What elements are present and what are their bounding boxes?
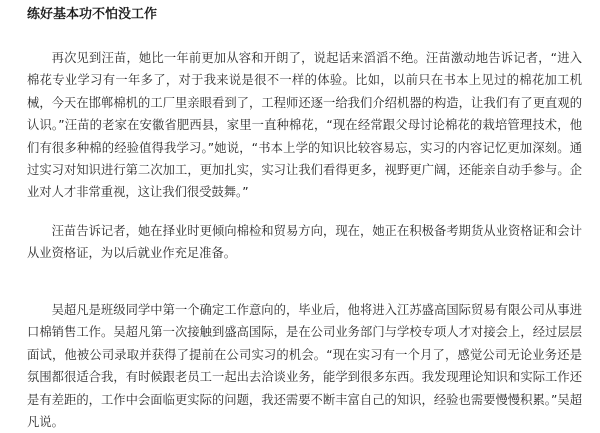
article-title: 练好基本功不怕没工作 [27,7,158,22]
article-paragraph-3: 吴超凡是班级同学中第一个确定工作意向的，毕业后，他将进入江苏盛高国际贸易有限公司从事进口棉销售工作。吴超凡第一次接触到盛高国际，是在公司业务部门与学校专项人才对接会上，经过层层面试，他被公司录取并获得了提前在公司实习的机会。“现在实习有一个月了，感觉公司无论业务还是氛围都很适合我，有时候跟老员工一起出去洽谈业务，能学到很多东西。我发现理论知识和实际工作还是有差距的，工作中会面临更实际的问题，我还需要不断丰富自己的知识，经验也需要慢慢积累。”吴超凡说。 [27,303,582,430]
article-paragraph-2: 汪苗告诉记者，她在择业时更倾向棉检和贸易方向，现在，她正在积极备考期货从业资格证和会计从业资格证，为以后就业作充足准备。 [27,224,582,261]
article-paragraph-1: 再次见到汪苗，她比一年前更加从容和开朗了，说起话来滔滔不绝。汪苗激动地告诉记者，“进入棉花专业学习有一年多了，对于我来说是很不一样的体验。比如，以前只在书本上见过的棉花加工机械，今天在邯郸棉机的工厂里亲眼看到了，工程师还逐一给我们介绍机器的构造，让我们有了更直观的认识。”汪苗的老家在安徽省肥西县，家里一直种棉花，“现在经常跟父母讨论棉花的栽培管理技术，他们有很多种棉的经验值得我学习。”她说，“书本上学的知识比较容易忘，实习的内容记忆更加深刻。通过实习对知识进行第二次加工，更加扎实，实习让我们看得更多，视野更广阔，还能亲自动手参与。企业对人才非常重视，这让我们很受鼓舞。” [27,51,582,200]
